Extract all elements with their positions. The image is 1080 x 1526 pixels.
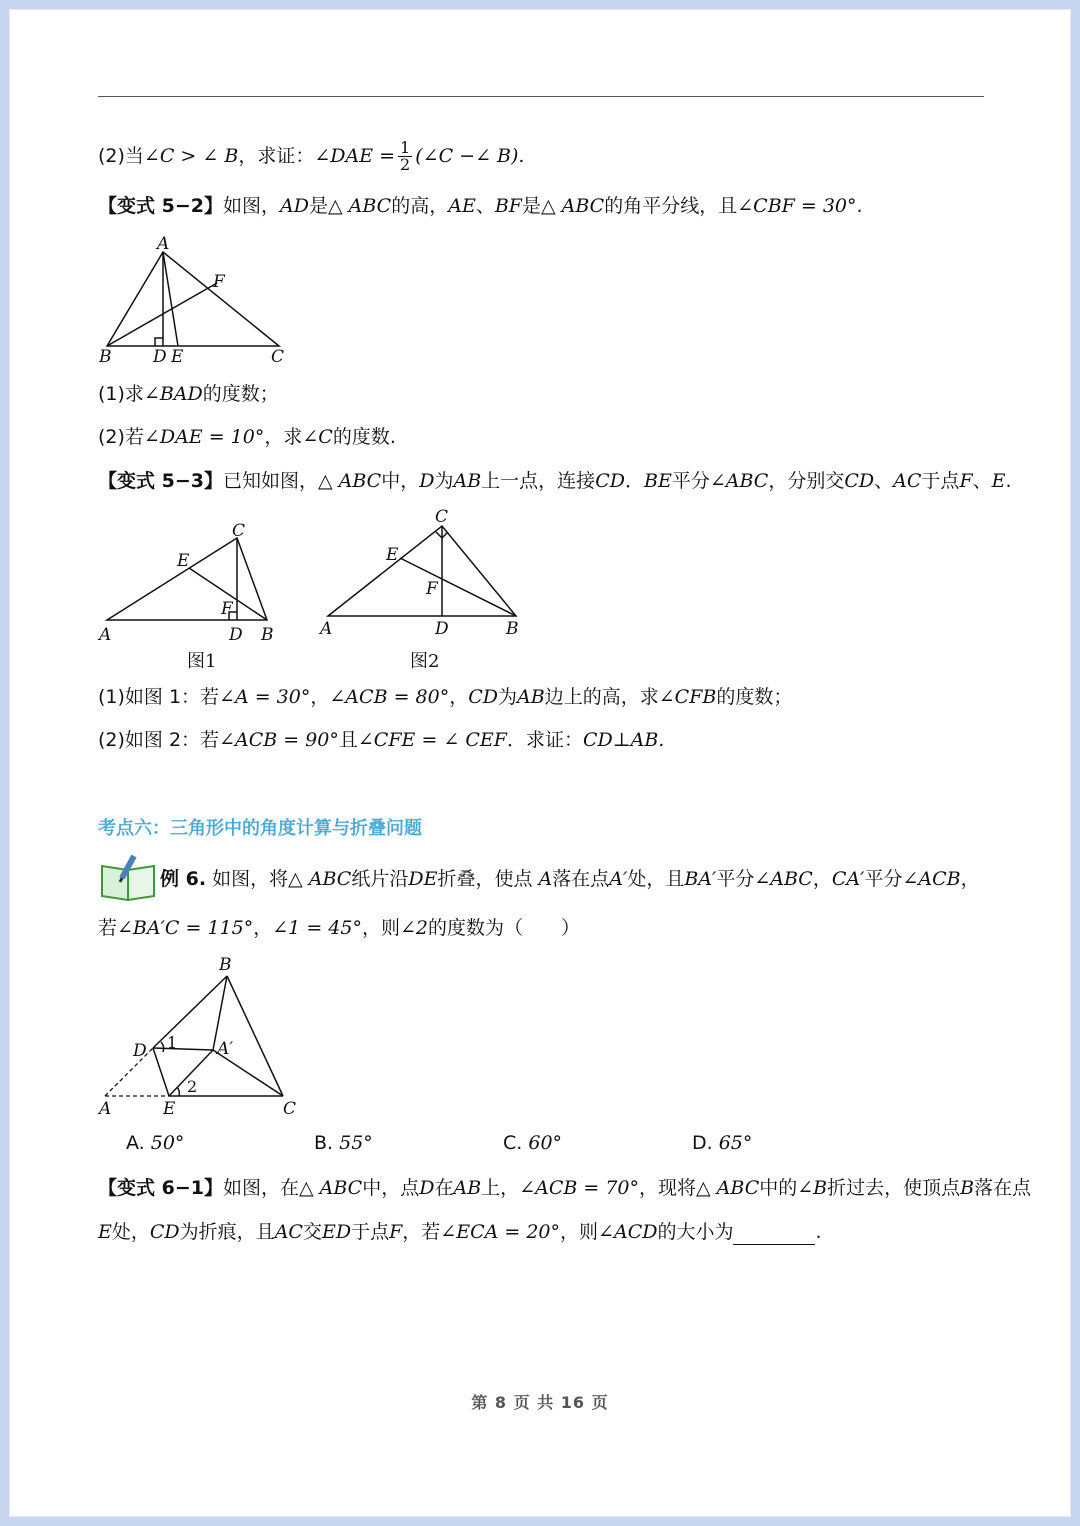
math: B <box>960 1177 975 1199</box>
bisector-ae <box>163 252 178 346</box>
math: ∠DAE = 10° <box>143 426 265 448</box>
fold-de <box>153 1048 169 1096</box>
text: 如图， <box>222 195 280 217</box>
math: CD <box>844 470 875 492</box>
text: 的角平分线，且 <box>604 195 738 217</box>
math: CA′ <box>831 868 865 890</box>
text: 、 <box>874 470 894 492</box>
variant-label: 【变式 5−3】 <box>98 470 223 492</box>
text: 平分 <box>671 470 710 492</box>
example-6-stem <box>160 866 980 892</box>
math: ∠ACD <box>598 1221 658 1243</box>
text: 平分 <box>864 868 903 890</box>
text: 如图，在△ <box>222 1177 320 1199</box>
math: AE <box>448 195 476 217</box>
text: 是△ <box>308 195 349 217</box>
text: 为 <box>498 686 518 708</box>
label-e: E <box>171 347 184 367</box>
math: E <box>98 1221 112 1243</box>
math: ∠BA′C = 115° <box>117 917 254 939</box>
math: ABC <box>338 470 382 492</box>
label-c: C <box>271 347 285 367</box>
text: 的度数. <box>332 426 396 448</box>
label-b: B <box>506 619 519 639</box>
text: 处，且 <box>627 868 685 890</box>
label-c: C <box>283 1099 297 1119</box>
label-d: D <box>229 625 243 645</box>
label-a: A <box>157 234 170 254</box>
math: ∠ACB = 90° <box>219 729 339 751</box>
text: 上一点，连接 <box>481 470 596 492</box>
math: AB <box>453 470 482 492</box>
option-value: 55° <box>339 1132 373 1154</box>
text: . <box>1005 470 1012 492</box>
figure-5-3-1 <box>95 510 295 675</box>
text: ， <box>310 686 330 708</box>
math: ∠ACB = 70° <box>519 1177 640 1199</box>
math: ∠1 = 45° <box>272 917 362 939</box>
option-c[interactable] <box>503 1132 562 1154</box>
fraction-numerator: 1 <box>400 138 411 157</box>
text: ， <box>449 686 469 708</box>
label-b: B <box>261 625 274 645</box>
text: 且 <box>338 729 358 751</box>
text: 为 <box>434 470 454 492</box>
math: ∠CFE = ∠ CEF <box>357 729 507 751</box>
math: D <box>419 1177 435 1199</box>
text: ， <box>960 868 980 890</box>
math: ABC <box>716 1177 760 1199</box>
math: (∠C −∠ B). <box>415 145 525 167</box>
text: ，分别交 <box>768 470 845 492</box>
math: ABC <box>319 1177 363 1199</box>
text: 已知如图，△ <box>222 470 339 492</box>
text: 边上的高，求 <box>544 686 659 708</box>
math: F <box>389 1221 403 1243</box>
question-line-p1 <box>98 140 524 173</box>
label-d: D <box>153 347 167 367</box>
math: E <box>991 470 1006 492</box>
fraction <box>398 140 412 173</box>
text: (2)如图 2：若 <box>98 729 220 751</box>
option-value: 65° <box>718 1132 753 1154</box>
label-a: A <box>99 1099 112 1119</box>
text: 处， <box>111 1221 150 1243</box>
text: 折叠，使点 <box>437 868 539 890</box>
math: ∠DAE = <box>314 145 396 167</box>
option-value: 50° <box>150 1132 185 1154</box>
math: A′ <box>609 868 628 890</box>
text: . <box>856 195 863 217</box>
math: BE <box>643 470 672 492</box>
label-f: F <box>213 272 225 292</box>
bisector-be <box>400 558 516 616</box>
text: 在 <box>434 1177 454 1199</box>
figure-6 <box>95 950 310 1122</box>
label-e: E <box>163 1099 176 1119</box>
text: 中的 <box>759 1177 798 1199</box>
text: 若 <box>98 917 118 939</box>
header-rule <box>98 96 984 97</box>
text: ，求 <box>264 426 303 448</box>
text: 的度数为（ ） <box>427 917 580 939</box>
label-f: F <box>221 599 233 619</box>
math: ∠C <box>302 426 333 448</box>
bisector-bf <box>107 283 217 346</box>
math: ∠A = 30° <box>219 686 311 708</box>
text: 中， <box>381 470 420 492</box>
text: 落在点 <box>552 868 610 890</box>
book-pencil-icon <box>98 852 160 904</box>
text: 交 <box>302 1221 322 1243</box>
text: 纸片沿 <box>351 868 409 890</box>
answer-blank[interactable] <box>733 1226 815 1245</box>
text: 为折痕，且 <box>179 1221 275 1243</box>
text: . <box>815 1221 822 1243</box>
math: AB <box>453 1177 482 1199</box>
label-d: D <box>435 619 449 639</box>
variant-label: 【变式 5−2】 <box>98 195 223 217</box>
math: AC <box>893 470 922 492</box>
figure-5-3-2 <box>316 502 536 677</box>
text: (2)当 <box>98 145 144 167</box>
variant-5-2-q1 <box>98 381 279 407</box>
figure-caption: 图1 <box>187 651 217 672</box>
text: 的大小为 <box>657 1221 734 1243</box>
option-letter: B. <box>314 1132 334 1154</box>
math: ∠CFB <box>658 686 717 708</box>
angle-2-arc <box>177 1087 179 1096</box>
variant-5-2-q2 <box>98 424 396 450</box>
text: 于点 <box>921 470 960 492</box>
math: ABC <box>308 868 352 890</box>
math: F <box>959 470 973 492</box>
text: ． <box>624 470 644 492</box>
text: 、 <box>972 470 992 492</box>
figure-caption: 图2 <box>410 651 440 672</box>
text: 是△ <box>521 195 562 217</box>
example-6-stem-2 <box>98 915 580 941</box>
text: 上， <box>481 1177 520 1199</box>
option-a[interactable] <box>126 1132 184 1154</box>
math: DE <box>408 868 438 890</box>
option-letter: D. <box>692 1132 713 1154</box>
math: AC <box>274 1221 303 1243</box>
text: ．求证： <box>506 729 583 751</box>
label-b: B <box>219 955 232 975</box>
text: 的度数； <box>202 383 279 405</box>
text: (1)如图 1：若 <box>98 686 220 708</box>
text: ，求证： <box>238 145 315 167</box>
math: ∠B <box>797 1177 828 1199</box>
math: D <box>419 470 435 492</box>
option-b[interactable] <box>314 1132 373 1154</box>
math: CD <box>595 470 625 492</box>
text: ，则 <box>361 917 400 939</box>
math: ∠C > ∠ B <box>143 145 239 167</box>
math: BF <box>494 195 522 217</box>
label-c: C <box>435 507 449 527</box>
text: (2)若 <box>98 426 144 448</box>
variant-5-3-stem <box>98 468 1012 494</box>
variant-5-2-stem <box>98 193 863 219</box>
option-letter: C. <box>503 1132 523 1154</box>
text: 中，点 <box>362 1177 420 1199</box>
segment-da2 <box>153 1048 213 1050</box>
math: ∠CBF = 30° <box>737 195 857 217</box>
text: 落在点 <box>974 1177 1032 1199</box>
variant-6-1-stem-2 <box>98 1219 822 1245</box>
text: ，现将△ <box>639 1177 717 1199</box>
math: CD⊥AB. <box>582 729 665 751</box>
text: ， <box>253 917 273 939</box>
option-letter: A. <box>126 1132 145 1154</box>
text: 、 <box>475 195 495 217</box>
math: ∠BAD <box>143 383 203 405</box>
label-f: F <box>426 579 438 599</box>
math: ∠2 <box>399 917 428 939</box>
figure-5-2 <box>95 232 295 372</box>
text: 于点 <box>351 1221 390 1243</box>
variant-6-1-stem <box>98 1175 1031 1201</box>
text: ，若 <box>402 1221 441 1243</box>
math: ∠ECA = 20° <box>440 1221 561 1243</box>
variant-5-3-q2 <box>98 727 664 753</box>
math: ABC <box>348 195 392 217</box>
label-a: A <box>99 625 112 645</box>
section-heading: 考点六：三角形中的角度计算与折叠问题 <box>98 818 422 839</box>
math: AD <box>280 195 309 217</box>
text: 折过去，使顶点 <box>827 1177 961 1199</box>
math: CD <box>468 686 499 708</box>
label-e: E <box>177 551 190 571</box>
example-label: 例 6. <box>160 868 207 890</box>
angle-1-arc <box>161 1042 164 1052</box>
option-d[interactable] <box>692 1132 752 1154</box>
text: ，则 <box>560 1221 599 1243</box>
label-e: E <box>386 545 399 565</box>
text: 的度数； <box>716 686 793 708</box>
text: 平分 <box>716 868 755 890</box>
math: ∠ACB = 80° <box>329 686 450 708</box>
label-angle-2: 2 <box>187 1077 198 1096</box>
label-a: A <box>320 619 333 639</box>
variant-5-3-q1 <box>98 684 792 710</box>
text: 如图，将△ <box>212 868 309 890</box>
variant-label: 【变式 6−1】 <box>98 1177 223 1199</box>
math: AB <box>517 686 545 708</box>
text: (1)求 <box>98 383 144 405</box>
text: ， <box>812 868 832 890</box>
math: ∠ACB <box>902 868 961 890</box>
math: ∠ABC <box>754 868 813 890</box>
fraction-denominator: 2 <box>400 155 411 174</box>
math: A <box>538 868 553 890</box>
page-footer: 第 8 页 共 16 页 <box>471 1393 609 1412</box>
label-d: D <box>133 1041 147 1061</box>
label-angle-1: 1 <box>167 1033 178 1052</box>
math: ABC <box>561 195 605 217</box>
option-value: 60° <box>528 1132 563 1154</box>
text: 的高， <box>391 195 449 217</box>
label-a-prime: A′ <box>217 1039 234 1059</box>
right-angle-mark <box>155 338 163 346</box>
math: ∠ABC <box>709 470 769 492</box>
math: ED <box>321 1221 352 1243</box>
label-b: B <box>99 347 112 367</box>
label-c: C <box>232 521 246 541</box>
math: CD <box>149 1221 180 1243</box>
math: BA′ <box>684 868 717 890</box>
